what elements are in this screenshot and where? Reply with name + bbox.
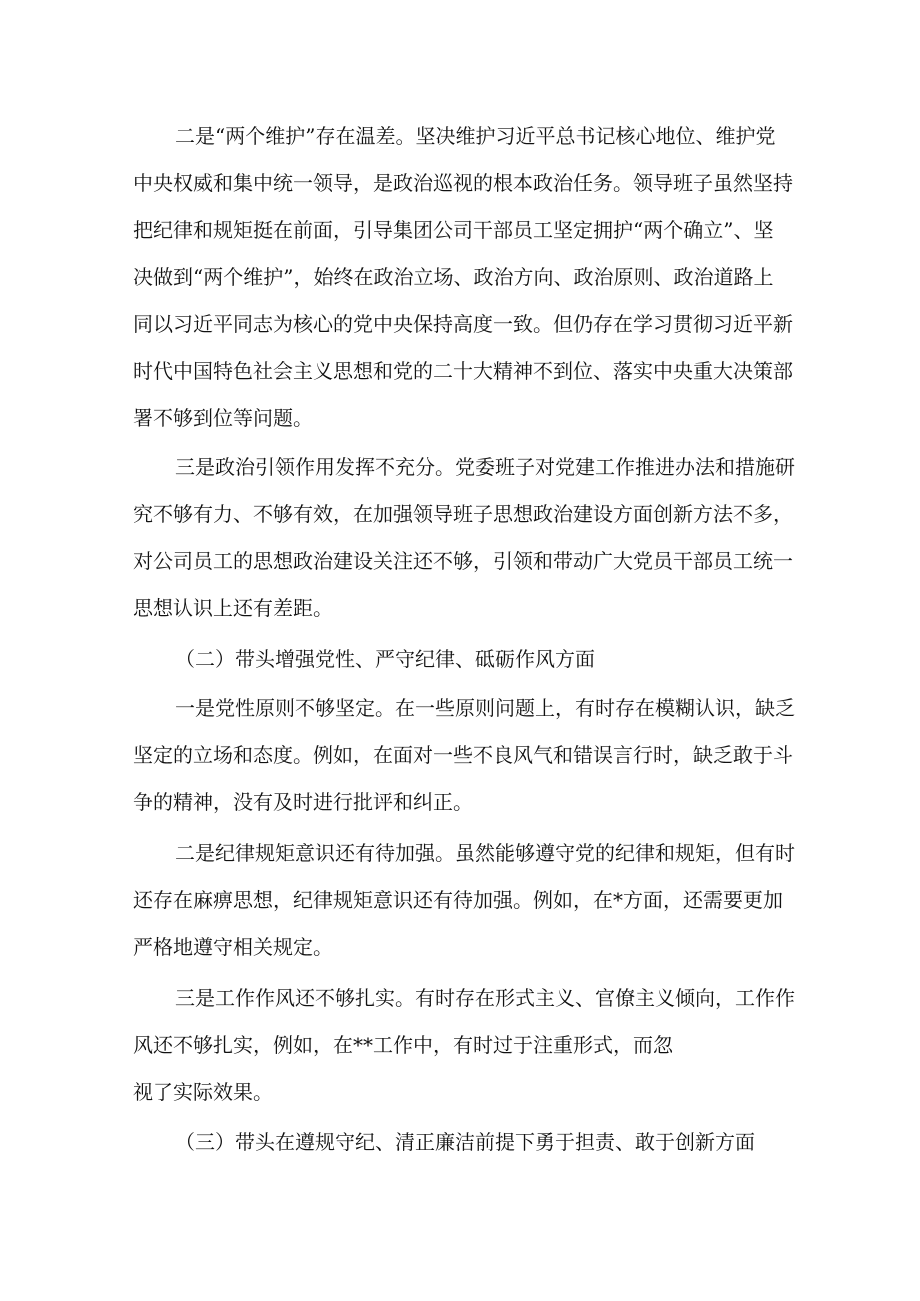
text-line: 三是工作作风还不够扎实。有时存在形式主义、官僚主义倾向，工作作 [175, 986, 795, 1010]
text-line: 风还不够扎实，例如，在**工作中，有时过于注重形式，而忽 [133, 1033, 673, 1057]
text-line: 二是“两个维护”存在温差。坚决维护习近平总书记核心地位、维护党 [175, 124, 776, 148]
text-line: 把纪律和规矩挺在前面，引导集团公司干部员工坚定拥护“两个确立”、坚 [133, 218, 774, 242]
text-line: 二是纪律规矩意识还有待加强。虽然能够遵守党的纪律和规矩，但有时 [175, 841, 795, 865]
text-line: 时代中国特色社会主义思想和党的二十大精神不到位、落实中央重大决策部 [133, 359, 793, 383]
text-line: 中央权威和集中统一领导，是政治巡视的根本政治任务。领导班子虽然坚持 [133, 171, 793, 195]
section-heading: （二）带头增强党性、严守纪律、砥砺作风方面 [175, 647, 595, 671]
text-line: 争的精神，没有及时进行批评和纠正。 [133, 790, 473, 814]
text-line: 决做到“两个维护”，始终在政治立场、政治方向、政治原则、政治道路上 [133, 265, 774, 289]
text-line: 严格地遵守相关规定。 [133, 935, 333, 959]
text-line: 还存在麻痹思想，纪律规矩意识还有待加强。例如，在*方面，还需要更加 [133, 888, 783, 912]
text-line: 一是党性原则不够坚定。在一些原则问题上，有时存在模糊认识，缺乏 [175, 696, 795, 720]
text-line: 对公司员工的思想政治建设关注还不够，引领和带动广大党员干部员工统一 [133, 549, 793, 573]
text-line: 坚定的立场和态度。例如，在面对一些不良风气和错误言行时，缺乏敢于斗 [133, 743, 793, 767]
text-line: 同以习近平同志为核心的党中央保持高度一致。但仍存在学习贯彻习近平新 [133, 312, 793, 336]
text-line: 署不够到位等问题。 [133, 406, 313, 430]
text-line: 思想认识上还有差距。 [133, 596, 333, 620]
text-line: 三是政治引领作用发挥不充分。党委班子对党建工作推进办法和措施研 [175, 455, 795, 479]
section-heading: （三）带头在遵规守纪、清正廉洁前提下勇于担责、敢于创新方面 [175, 1130, 755, 1154]
text-line: 究不够有力、不够有效，在加强领导班子思想政治建设方面创新方法不多， [133, 502, 793, 526]
text-line: 视了实际效果。 [133, 1080, 273, 1104]
